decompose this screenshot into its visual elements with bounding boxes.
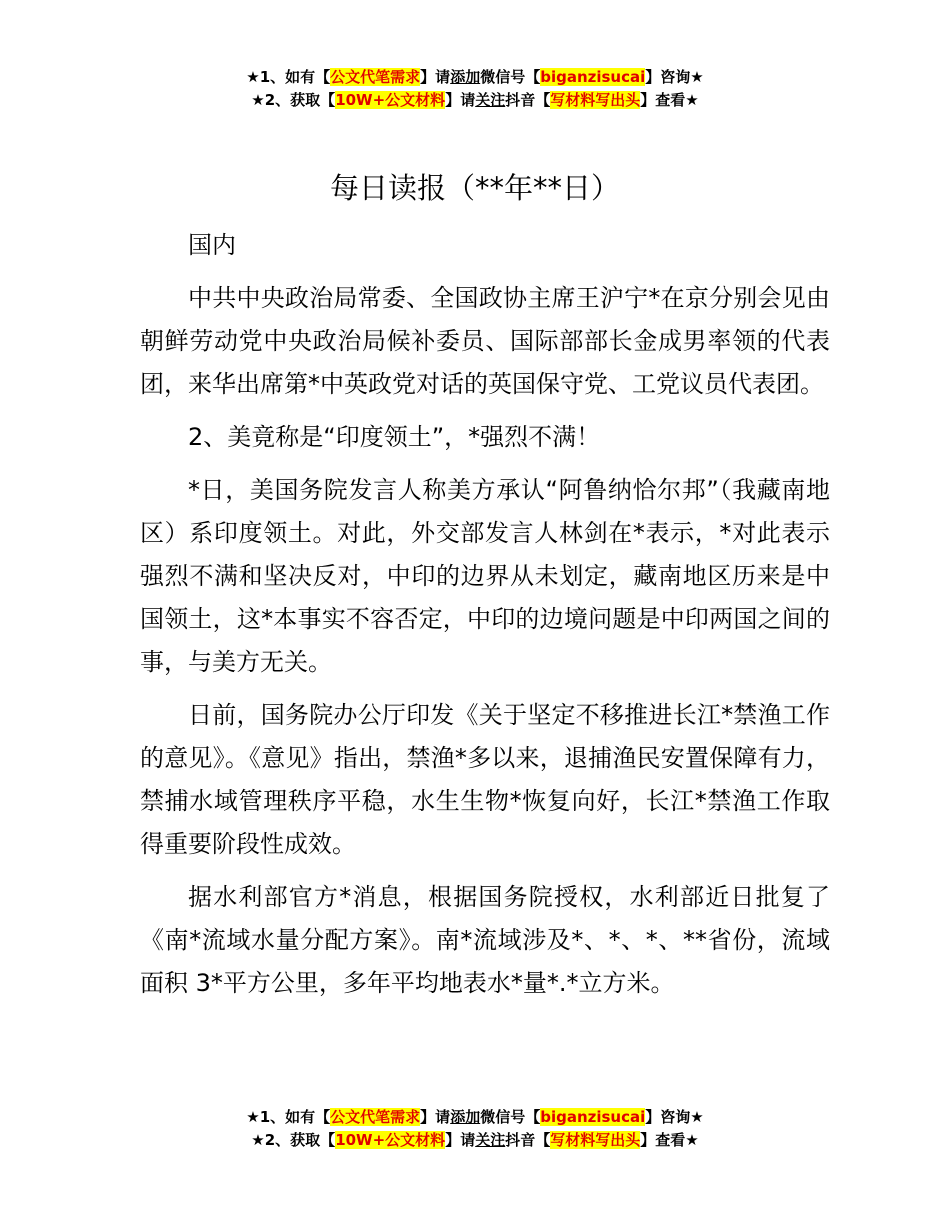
- promo-text: 抖音【: [505, 1131, 551, 1149]
- promo-highlight: 10W+公文材料: [335, 91, 446, 109]
- promo-underlined-text: 添加: [450, 1108, 481, 1126]
- promo-text: 】请: [445, 1131, 476, 1149]
- promo-line-1: [0, 1106, 950, 1129]
- promo-text: 】查看★: [640, 91, 699, 109]
- promo-line-2: [0, 89, 950, 112]
- paragraph: 据水利部官方*消息，根据国务院授权，水利部近日批复了《南*流域水量分配方案》。南*流域涉及*、*、*、**省份，流域面积 3*平方公里，多年平均地表水*量*.*立方米。: [140, 883, 830, 997]
- promo-text: 微信号【: [480, 1108, 541, 1126]
- promo-underlined-text: 关注: [475, 91, 506, 109]
- promo-text: 微信号【: [480, 68, 541, 86]
- paragraph: 日前，国务院办公厅印发《关于坚定不移推进长江*禁渔工作的意见》。《意见》指出，禁渔*多以来，退捕渔民安置保障有力，禁捕水域管理秩序平稳，水生生物*恢复向好，长江*禁渔工作取得重要阶段性成效。: [140, 701, 830, 858]
- promo-line-1: [0, 66, 950, 89]
- promo-highlight: 公文代笔需求: [330, 1108, 421, 1126]
- promo-text: ★1、如有【: [246, 1108, 331, 1126]
- promo-highlight: 公文代笔需求: [330, 68, 421, 86]
- promo-text: ★2、获取【: [251, 91, 336, 109]
- promo-text: ★1、如有【: [246, 68, 331, 86]
- paragraph: 中共中央政治局常委、全国政协主席王沪宁*在京分别会见由朝鲜劳动党中央政治局候补委员、国际部部长金成男率领的代表团，来华出席第*中英政党对话的英国保守党、工党议员代表团。: [140, 284, 830, 398]
- promo-text: 】咨询★: [645, 68, 704, 86]
- promo-text: 抖音【: [505, 91, 551, 109]
- paragraph-heading: 2、美竟称是“印度领土”，*强烈不满！: [188, 423, 601, 451]
- footer-promo-banner: [0, 1106, 950, 1152]
- section-label: 国内: [188, 231, 236, 259]
- promo-highlight: 10W+公文材料: [335, 1131, 446, 1149]
- header-promo-banner: [0, 66, 950, 112]
- promo-text: 】咨询★: [645, 1108, 704, 1126]
- promo-line-2: [0, 1129, 950, 1152]
- promo-text: 】查看★: [640, 1131, 699, 1149]
- paragraph: *日，美国务院发言人称美方承认“阿鲁纳恰尔邦”（我藏南地区）系印度领土。对此，外交部发言人林剑在*表示，*对此表示强烈不满和坚决反对，中印的边界从未划定，藏南地区历来是中国领土，这*本事实不容否定，中印的边境问题是中印两国之间的事，与美方无关。: [140, 476, 830, 676]
- document-title: 每日读报（**年**日）: [329, 171, 620, 205]
- promo-highlight: biganzisucai: [540, 1108, 646, 1126]
- promo-highlight: biganzisucai: [540, 68, 646, 86]
- promo-text: 】请: [445, 91, 476, 109]
- promo-text: 】请: [420, 1108, 451, 1126]
- promo-highlight: 写材料写出头: [550, 91, 641, 109]
- promo-underlined-text: 关注: [475, 1131, 506, 1149]
- promo-text: 】请: [420, 68, 451, 86]
- promo-underlined-text: 添加: [450, 68, 481, 86]
- document-body: [140, 224, 830, 1015]
- promo-highlight: 写材料写出头: [550, 1131, 641, 1149]
- promo-text: ★2、获取【: [251, 1131, 336, 1149]
